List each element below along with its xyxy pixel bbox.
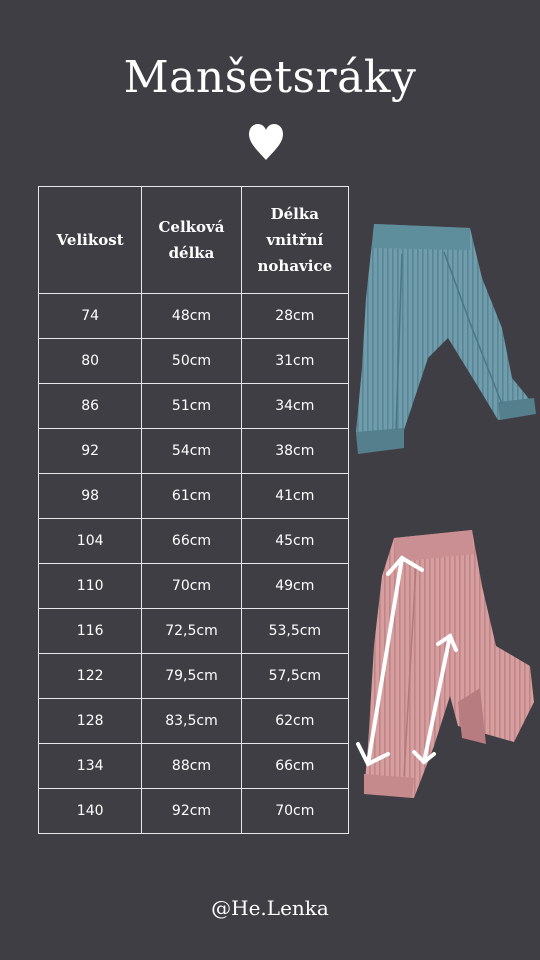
cell-total-length: 50cm [142, 339, 241, 384]
heart-icon [247, 122, 285, 162]
table-row [39, 474, 349, 519]
cell-size: 74 [39, 294, 142, 339]
cell-total-length: 79,5cm [142, 654, 241, 699]
table-row [39, 564, 349, 609]
cell-size: 134 [39, 744, 142, 789]
blue-pants-image [352, 218, 540, 460]
table-row [39, 429, 349, 474]
cell-total-length: 61cm [142, 474, 241, 519]
cell-inseam-length: 66cm [241, 744, 348, 789]
cell-inseam-length: 41cm [241, 474, 348, 519]
cell-total-length: 54cm [142, 429, 241, 474]
table-row [39, 519, 349, 564]
cell-size: 122 [39, 654, 142, 699]
cell-inseam-length: 45cm [241, 519, 348, 564]
cell-inseam-length: 57,5cm [241, 654, 348, 699]
table-row [39, 744, 349, 789]
cell-inseam-length: 49cm [241, 564, 348, 609]
table-row [39, 384, 349, 429]
cell-inseam-length: 70cm [241, 789, 348, 834]
table-row [39, 654, 349, 699]
cell-size: 128 [39, 699, 142, 744]
cell-total-length: 72,5cm [142, 609, 241, 654]
cell-total-length: 48cm [142, 294, 241, 339]
table-row [39, 789, 349, 834]
cell-total-length: 70cm [142, 564, 241, 609]
header-size: Velikost [39, 187, 142, 294]
size-table [38, 186, 349, 834]
header-total-length: Celková délka [142, 187, 241, 294]
cell-total-length: 88cm [142, 744, 241, 789]
table-row [39, 294, 349, 339]
table-row [39, 699, 349, 744]
cell-inseam-length: 31cm [241, 339, 348, 384]
cell-size: 92 [39, 429, 142, 474]
cell-size: 86 [39, 384, 142, 429]
table-header-row [39, 187, 349, 294]
cell-total-length: 66cm [142, 519, 241, 564]
author-handle: @He.Lenka [211, 896, 329, 920]
cell-size: 104 [39, 519, 142, 564]
table-row [39, 609, 349, 654]
cell-size: 80 [39, 339, 142, 384]
cell-size: 116 [39, 609, 142, 654]
cell-total-length: 83,5cm [142, 699, 241, 744]
cell-inseam-length: 38cm [241, 429, 348, 474]
page-title: Manšetsráky [123, 52, 417, 103]
cell-size: 98 [39, 474, 142, 519]
cell-total-length: 51cm [142, 384, 241, 429]
cell-inseam-length: 34cm [241, 384, 348, 429]
pink-pants-image [354, 526, 540, 798]
cell-inseam-length: 28cm [241, 294, 348, 339]
cell-total-length: 92cm [142, 789, 241, 834]
cell-inseam-length: 62cm [241, 699, 348, 744]
cell-inseam-length: 53,5cm [241, 609, 348, 654]
table-row [39, 339, 349, 384]
cell-size: 140 [39, 789, 142, 834]
header-inseam-length: Délka vnitřní nohavice [241, 187, 348, 294]
cell-size: 110 [39, 564, 142, 609]
